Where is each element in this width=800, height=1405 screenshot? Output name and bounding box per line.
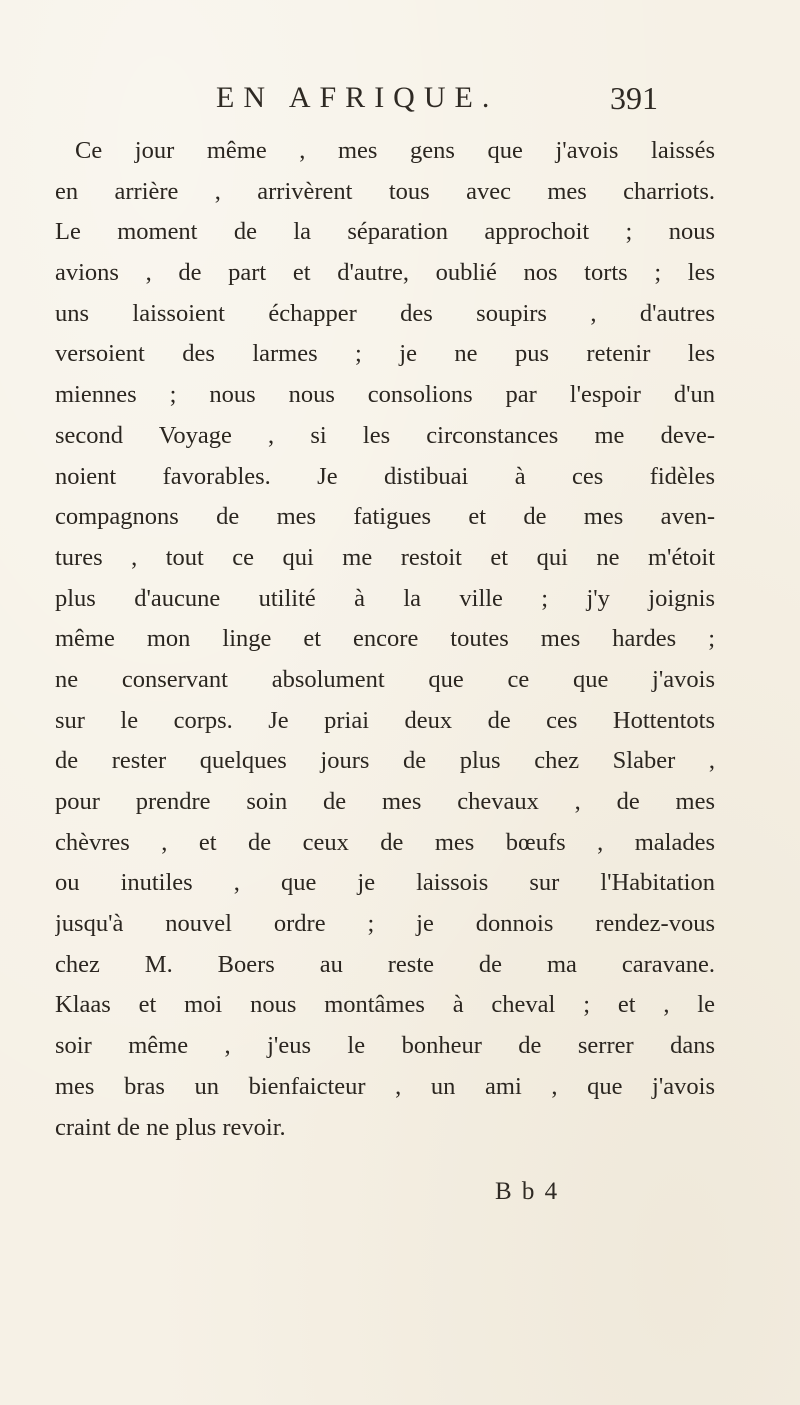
text-line: sur le corps. Je priai deux de ces Hottentots	[55, 706, 715, 734]
text-line: tures , tout ce qui me restoit et qui ne m'étoit	[55, 543, 715, 571]
text-line: jusqu'à nouvel ordre ; je donnois rendez-vous	[55, 910, 715, 938]
page-number: 391	[610, 80, 658, 116]
page-header	[0, 76, 800, 120]
text-line: noient favorables. Je distibuai à ces fidèles	[55, 462, 715, 490]
text-line: second Voyage , si les circonstances me deve-	[55, 421, 715, 449]
text-line: Klaas et moi nous montâmes à cheval ; et , le	[55, 991, 715, 1019]
text-line: Ce jour même , mes gens que j'avois laissés	[75, 137, 715, 164]
text-line: ou inutiles , que je laissois sur l'Habitation	[55, 869, 715, 897]
text-line: Le moment de la séparation approchoit ; nous	[55, 218, 715, 246]
text-line: même mon linge et encore toutes mes hardes ;	[55, 625, 715, 653]
text-line: pour prendre soin de mes chevaux , de mes	[55, 788, 715, 815]
text-line: chez M. Boers au reste de ma caravane.	[55, 950, 715, 978]
text-line: de rester quelques jours de plus chez Slaber ,	[55, 747, 715, 775]
text-line: soir même , j'eus le bonheur de serrer dans	[55, 1032, 715, 1060]
text-line: ne conservant absolument que ce que j'avois	[55, 665, 715, 693]
text-line: craint de ne plus revoir.	[55, 1113, 286, 1141]
text-line: plus d'aucune utilité à la ville ; j'y joignis	[55, 584, 715, 612]
body-paragraph	[55, 131, 715, 1148]
text-line: versoient des larmes ; je ne pus retenir les	[55, 340, 715, 368]
signature-mark: B b 4	[495, 1178, 560, 1205]
text-line: en arrière , arrivèrent tous avec mes charriots.	[55, 177, 715, 205]
running-head: EN AFRIQUE.	[216, 81, 499, 114]
text-line: chèvres , et de ceux de mes bœufs , malades	[55, 828, 715, 856]
text-line: uns laissoient échapper des soupirs , d'autres	[55, 299, 715, 327]
text-line: avions , de part et d'autre, oublié nos torts ; les	[55, 259, 715, 287]
text-line: miennes ; nous nous consolions par l'espoir d'un	[55, 381, 715, 409]
text-line: mes bras un bienfaicteur , un ami , que j'avois	[55, 1072, 715, 1100]
text-line: compagnons de mes fatigues et de mes aven-	[55, 503, 715, 531]
